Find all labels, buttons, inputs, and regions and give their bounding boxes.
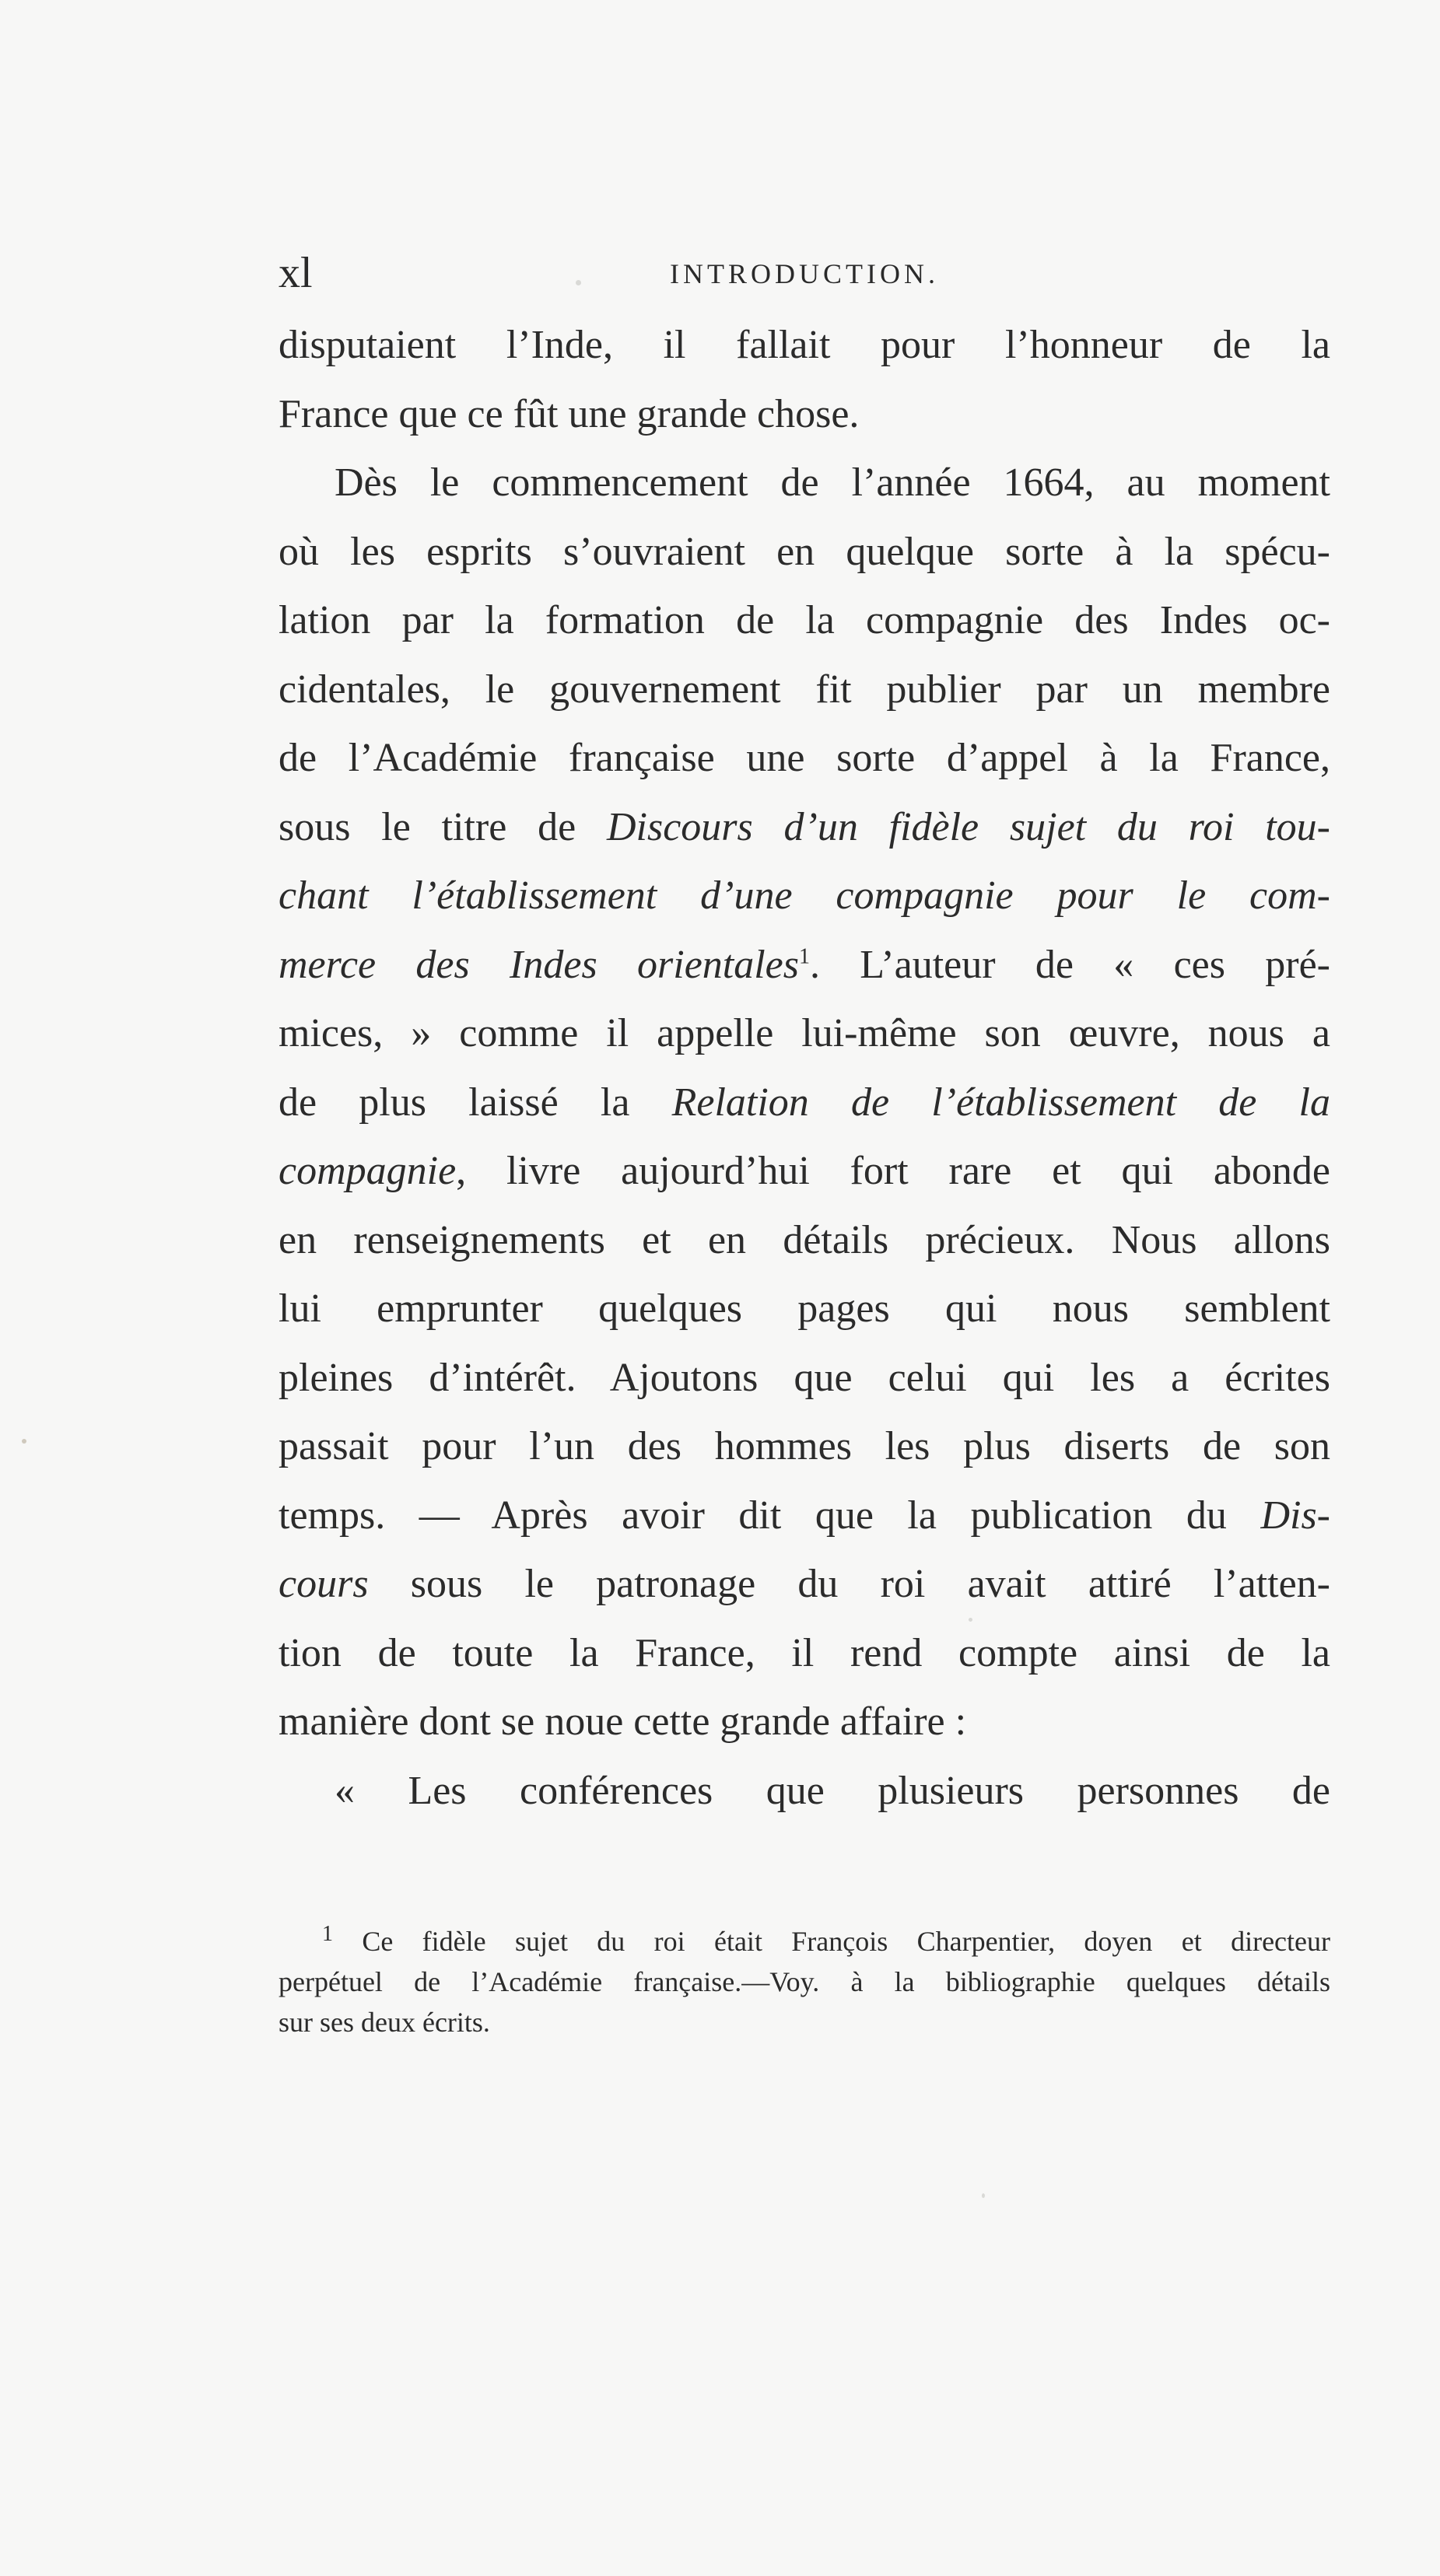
title-italic: cours [279, 1562, 369, 1606]
footnote-line: perpétuel de l’Académie française.—Voy. à la bibliographie quelques détails [279, 1966, 1330, 1997]
text-line: tion de toute la France, il rend compte ainsi de la [279, 1630, 1330, 1675]
paper-speck [982, 2193, 985, 2198]
paper-speck [22, 1439, 26, 1444]
text-line: chant l’établissement d’une compagnie pour le com- [279, 873, 1330, 918]
text-line: où les esprits s’ouvraient en quelque sorte à la spécu- [279, 529, 1330, 574]
footnote-line: sur ses deux écrits. [279, 2007, 490, 2038]
title-italic: merce des Indes orientales [279, 942, 799, 987]
footnote-line: $^1$ Ce fidèle sujet du roi était François Charpentier, doyen et directeur [322, 1922, 1330, 1957]
body-text [279, 311, 1330, 1825]
title-italic: Dis- [1260, 1493, 1330, 1538]
text-line: temps. — Après avoir dit que la publication du Dis- [279, 1493, 1330, 1538]
page-header [279, 246, 1330, 300]
title-italic: compagnie [279, 1149, 457, 1193]
text-line: pleines d’intérêt. Ajoutons que celui qui les a écrites [279, 1355, 1330, 1400]
text-line: lui emprunter quelques pages qui nous semblent [279, 1286, 1330, 1331]
text-line: disputaient l’Inde, il fallait pour l’honneur de la [279, 323, 1330, 367]
text-line: mices, » comme il appelle lui-même son œuvre, nous a [279, 1011, 1330, 1055]
text-line: merce des Indes orientales$^1$. L’auteur de « ces pré- [279, 942, 1330, 987]
text-line: manière dont se noue cette grande affaire : [279, 1699, 967, 1744]
title-italic: Discours d’un fidèle sujet du roi tou- [606, 804, 1330, 849]
page-number: xl [279, 249, 313, 297]
text-line: cours sous le patronage du roi avait attiré l’atten- [279, 1562, 1330, 1606]
text-line: France que ce fût une grande chose. [279, 391, 860, 436]
title-italic: Relation de l’établissement de la [671, 1080, 1330, 1125]
footnote [279, 1921, 1330, 2042]
text-line: de l’Académie française une sorte d’appel à la France, [279, 736, 1330, 780]
footnote-marker: 1 [322, 1922, 333, 1946]
footnote-ref: 1 [798, 944, 810, 969]
text-line: lation par la formation de la compagnie des Indes oc- [279, 598, 1330, 642]
text-line: passait pour l’un des hommes les plus diserts de son [279, 1424, 1330, 1468]
text-line: compagnie, livre aujourd’hui fort rare et qui abonde [279, 1149, 1330, 1193]
running-head: INTRODUCTION. [670, 258, 939, 289]
text-line: « Les conférences que plusieurs personnes de [335, 1768, 1330, 1813]
text-line: Dès le commencement de l’année 1664, au moment [335, 460, 1330, 505]
text-line: en renseignements et en détails précieux. Nous allons [279, 1217, 1330, 1262]
text-line: cidentales, le gouvernement fit publier par un membre [279, 667, 1330, 712]
text-line: de plus laissé la Relation de l’établissement de la [279, 1080, 1330, 1125]
text-line: sous le titre de Discours d’un fidèle sujet du roi tou- [279, 804, 1330, 849]
